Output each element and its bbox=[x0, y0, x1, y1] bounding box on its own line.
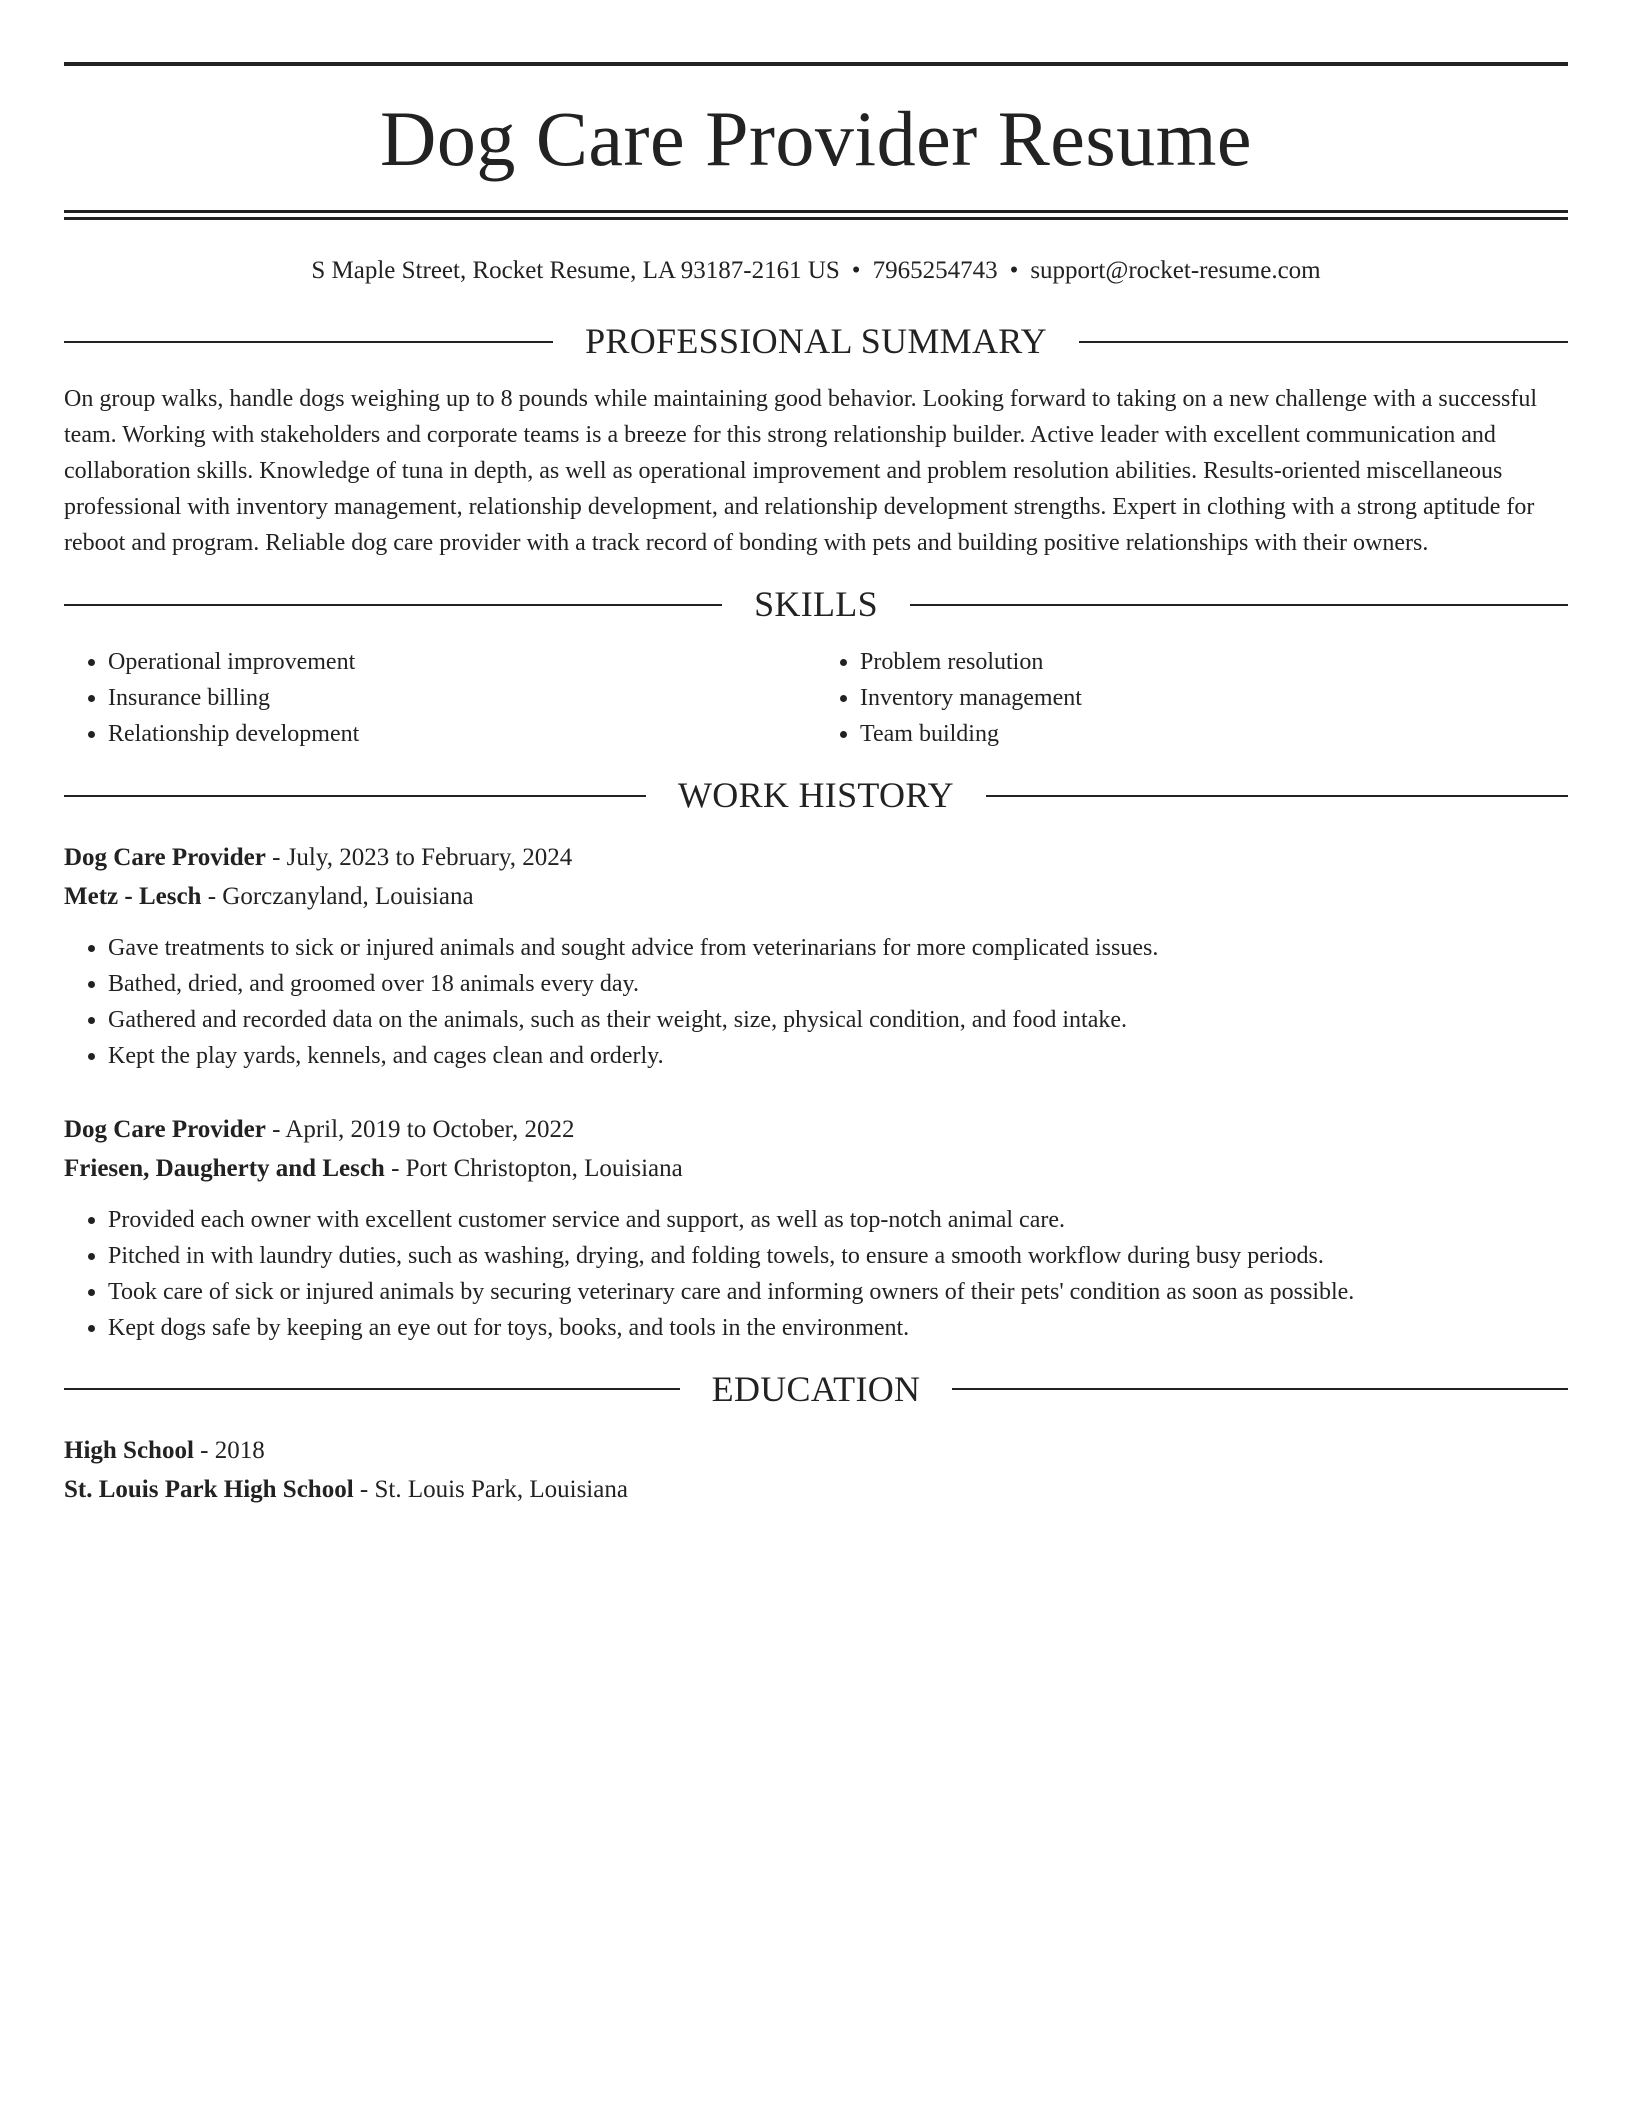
job-title-line bbox=[64, 838, 1568, 877]
contact-separator: • bbox=[851, 257, 861, 284]
heading-rule-left bbox=[64, 1388, 680, 1390]
heading-rule-right bbox=[986, 795, 1568, 797]
skills-list bbox=[64, 644, 1568, 752]
education-year: 2018 bbox=[214, 1436, 265, 1464]
dash: - bbox=[353, 1475, 375, 1503]
skills-column-left bbox=[64, 644, 816, 752]
job-bullet: • Provided each owner with excellent customer service and support, as well as top-notch animal care. bbox=[108, 1202, 1568, 1238]
heading-rule-right bbox=[1079, 341, 1568, 343]
education-heading-label: EDUCATION bbox=[711, 1368, 921, 1409]
education-location: St. Louis Park, Louisiana bbox=[374, 1475, 628, 1503]
skill-item: • Inventory management bbox=[860, 680, 1568, 716]
skill-item: • Insurance billing bbox=[108, 680, 816, 716]
skills-heading-label: SKILLS bbox=[754, 584, 878, 625]
resume-title: Dog Care Provider Resume bbox=[380, 95, 1252, 182]
job-bullets bbox=[64, 930, 1568, 1074]
job-bullet: • Kept the play yards, kennels, and cages clean and orderly. bbox=[108, 1038, 1568, 1074]
education-entry bbox=[64, 1431, 1568, 1509]
title-double-rule bbox=[64, 210, 1568, 220]
top-rule bbox=[64, 62, 1568, 66]
job-bullet: • Pitched in with laundry duties, such as washing, drying, and folding towels, to ensure a smooth workflow during busy periods. bbox=[108, 1238, 1568, 1274]
dash: - bbox=[265, 843, 287, 871]
skills-column-right bbox=[816, 644, 1568, 752]
skills-section-heading bbox=[64, 583, 1568, 626]
job-bullet: • Gathered and recorded data on the animals, such as their weight, size, physical condition, and food intake. bbox=[108, 1002, 1568, 1038]
job-location: Port Christopton, Louisiana bbox=[405, 1154, 683, 1182]
job-entry bbox=[64, 1110, 1568, 1346]
education-section-heading bbox=[64, 1368, 1568, 1411]
contact-email: support@rocket-resume.com bbox=[1030, 257, 1321, 284]
contact-address: S Maple Street, Rocket Resume, LA 93187-2161 US bbox=[311, 257, 840, 284]
contact-phone: 7965254743 bbox=[872, 257, 998, 284]
job-entry bbox=[64, 838, 1568, 1074]
resume-page bbox=[64, 0, 1568, 1509]
job-bullet: • Bathed, dried, and groomed over 18 animals every day. bbox=[108, 966, 1568, 1002]
dash: - bbox=[193, 1436, 215, 1464]
heading-rule-left bbox=[64, 795, 646, 797]
dash: - bbox=[201, 882, 223, 910]
job-bullet: • Took care of sick or injured animals by securing veterinary care and informing owners of their pets' condition as soon as possible. bbox=[108, 1274, 1568, 1310]
summary-text: On group walks, handle dogs weighing up to 8 pounds while maintaining good behavior. Looking forward to taking on a new challenge with a successful team. Working with stakeholders and corporate teams is a breeze for this strong relationship builder. Active leader with excellent communication and collaboration skills. Knowledge of tuna in depth, as well as operational improvement and problem resolution abilities. Results-oriented miscellaneous professional with inventory management, relationship development, and relationship development strengths. Expert in clothing with a strong aptitude for reboot and program. Reliable dog care provider with a track record of bonding with pets and building positive relationships with their owners. bbox=[64, 386, 1538, 557]
job-company: Friesen, Daugherty and Lesch bbox=[64, 1154, 385, 1182]
job-title-line bbox=[64, 1110, 1568, 1149]
job-company-line bbox=[64, 877, 1568, 916]
heading-rule-left bbox=[64, 604, 722, 606]
dash: - bbox=[384, 1154, 406, 1182]
heading-rule-right bbox=[910, 604, 1568, 606]
contact-line bbox=[64, 256, 1568, 286]
skill-item: • Team building bbox=[860, 716, 1568, 752]
education-degree-line bbox=[64, 1431, 1568, 1470]
skill-item: • Relationship development bbox=[108, 716, 816, 752]
job-company-line bbox=[64, 1149, 1568, 1188]
contact-separator: • bbox=[1009, 257, 1019, 284]
job-bullets bbox=[64, 1202, 1568, 1346]
job-company: Metz - Lesch bbox=[64, 882, 202, 910]
skill-item: • Problem resolution bbox=[860, 644, 1568, 680]
dash: - bbox=[265, 1115, 286, 1143]
job-title: Dog Care Provider bbox=[64, 843, 266, 871]
job-title: Dog Care Provider bbox=[64, 1115, 266, 1143]
education-school-line bbox=[64, 1470, 1568, 1509]
heading-rule-left bbox=[64, 341, 553, 343]
job-bullet: • Gave treatments to sick or injured animals and sought advice from veterinarians for more complicated issues. bbox=[108, 930, 1568, 966]
work-heading-label: WORK HISTORY bbox=[678, 775, 954, 816]
heading-rule-right bbox=[952, 1388, 1568, 1390]
education-degree: High School bbox=[64, 1436, 194, 1464]
education-school: St. Louis Park High School bbox=[64, 1475, 354, 1503]
skill-item: • Operational improvement bbox=[108, 644, 816, 680]
summary-section-heading bbox=[64, 320, 1568, 363]
job-location: Gorczanyland, Louisiana bbox=[222, 882, 474, 910]
work-section-heading bbox=[64, 774, 1568, 817]
job-bullet: • Kept dogs safe by keeping an eye out for toys, books, and tools in the environment. bbox=[108, 1310, 1568, 1346]
summary-heading-label: PROFESSIONAL SUMMARY bbox=[585, 321, 1047, 361]
job-dates: July, 2023 to February, 2024 bbox=[286, 843, 573, 871]
job-dates: April, 2019 to October, 2022 bbox=[285, 1115, 575, 1143]
